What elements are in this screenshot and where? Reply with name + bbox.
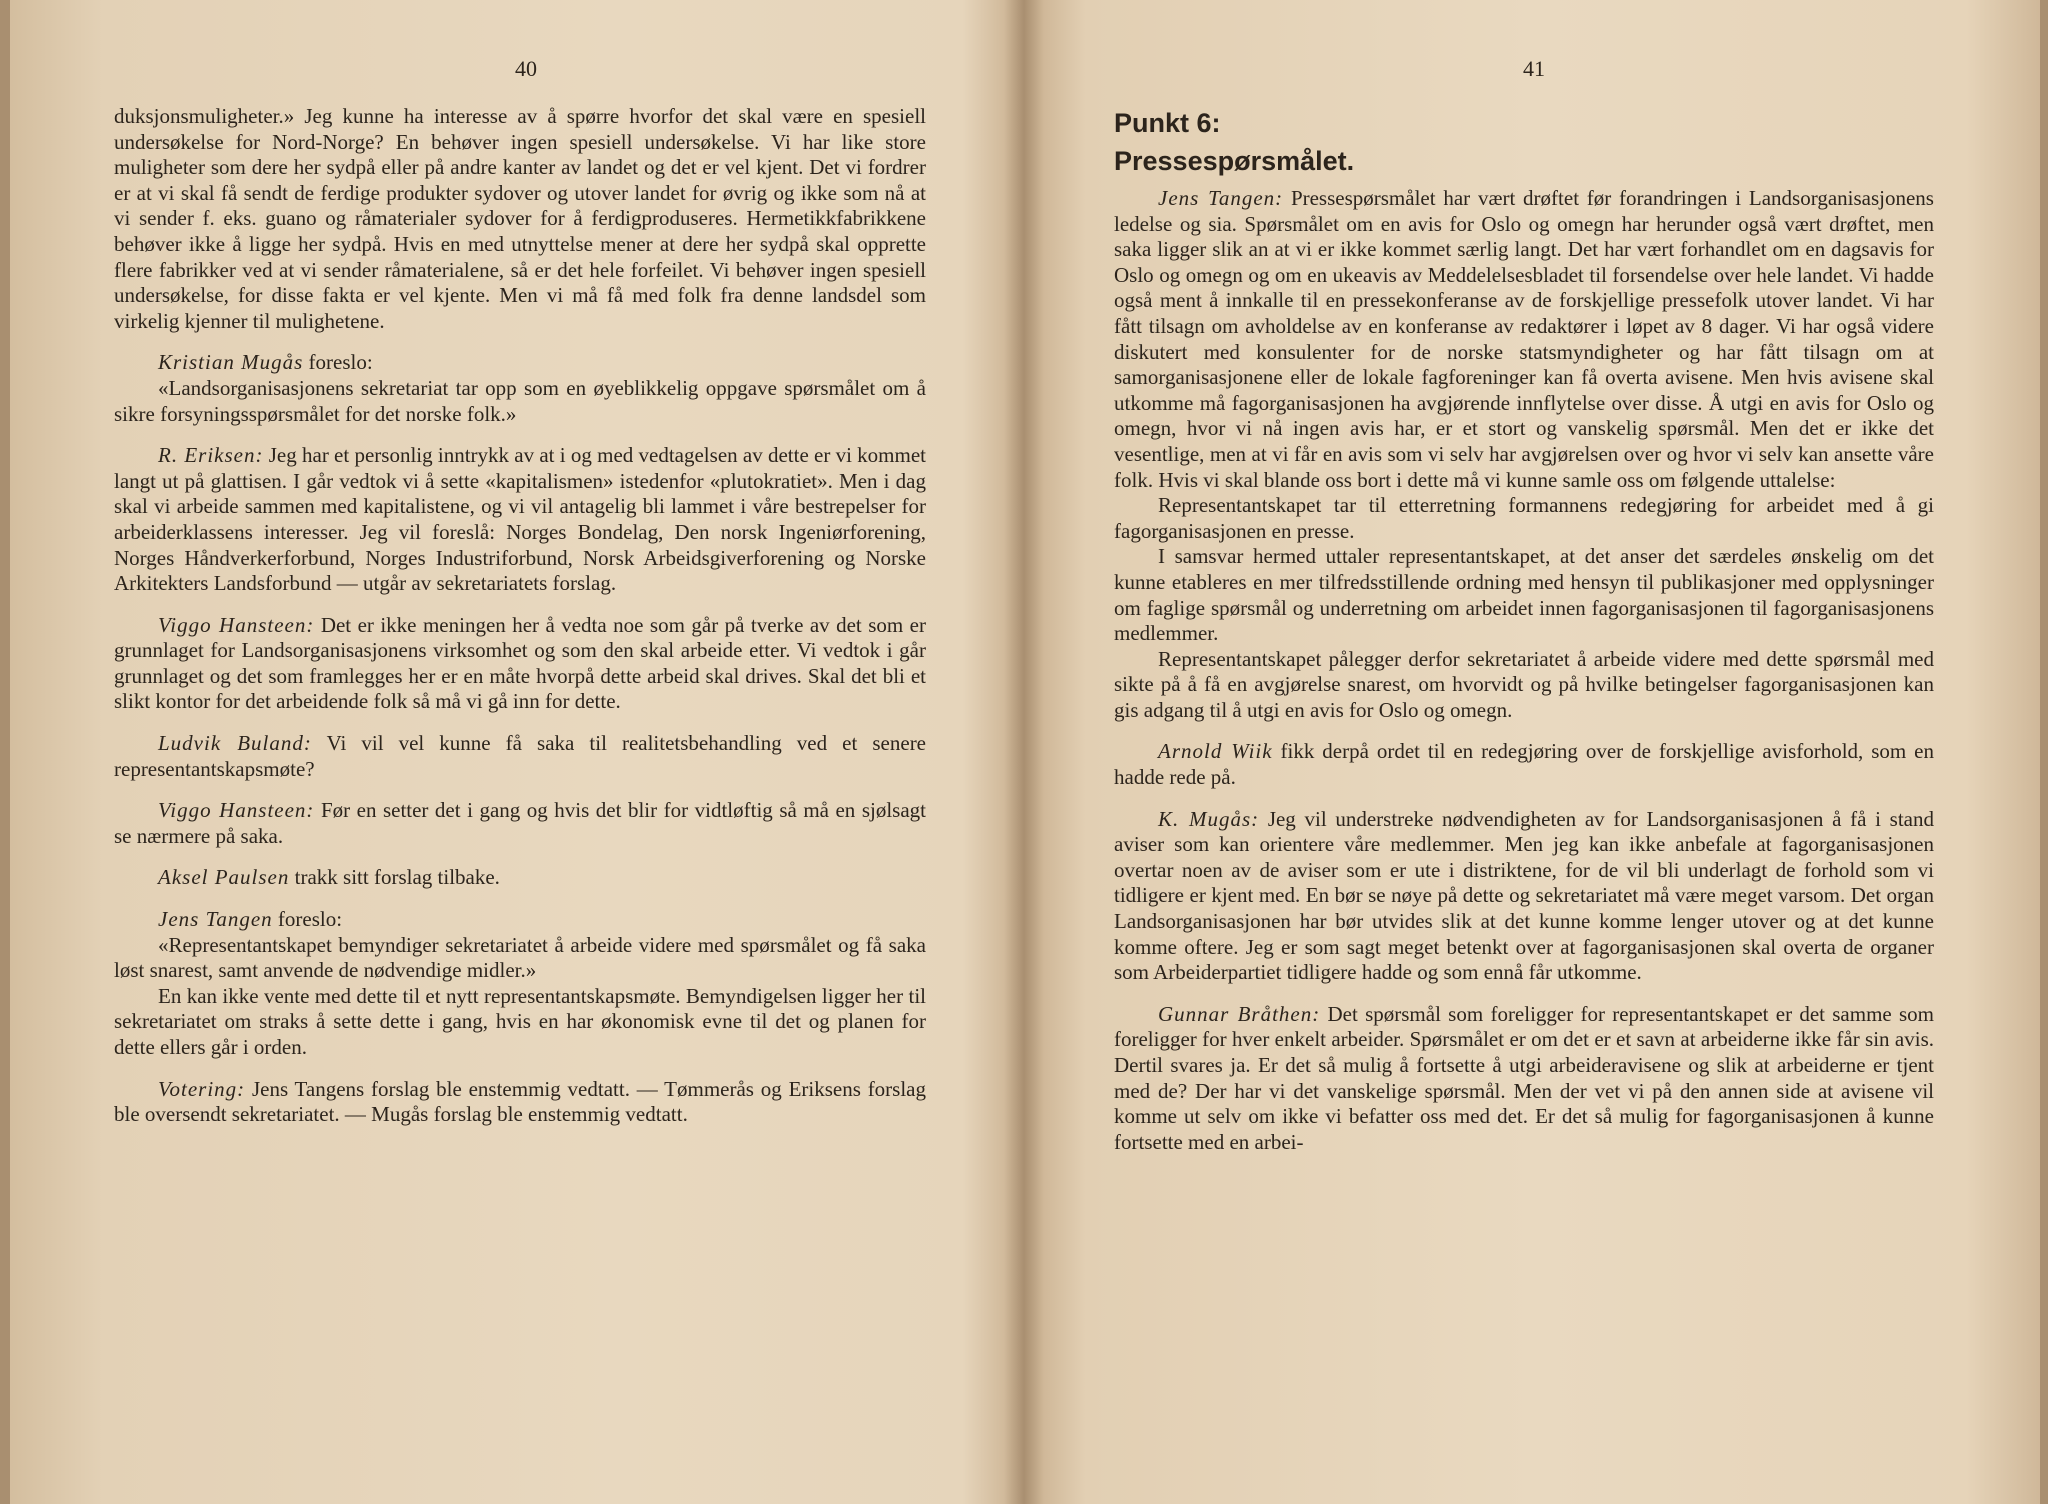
- paragraph-text: foreslo:: [277, 907, 343, 932]
- right-page-text: [1114, 104, 1934, 1155]
- paragraph-text: Vi vil vel kunne få saka til realitetsbehandling ved et senere representantskapsmøte?: [114, 731, 927, 781]
- speaker-name: K. Mugås:: [1158, 806, 1260, 831]
- section-heading: Punkt 6:: [1114, 108, 1221, 138]
- paragraph: [1114, 544, 1934, 646]
- paragraph: [1114, 739, 1934, 790]
- paragraph: [114, 104, 926, 334]
- paragraph: [1114, 1002, 1934, 1156]
- speaker-name: Aksel Paulsen: [158, 865, 290, 890]
- paragraph: [114, 731, 926, 782]
- paragraph-text: Jeg har et personlig inntrykk av at i og med vedtagelsen av dette er vi kommet langt ut på glattisen. I går vedtok vi å sette «kapitalismen» istedenfor «plutokratiet». Men i dag skal vi arbeide sammen med kapitalistene, og vi vil antagelig bli lammet i våre bestrepelser for arbeiderklassens interesser. Jeg vil foreslå: Norges Bondelag, Den norsk Ingeniørforening, Norges Håndverkerforbund, Norges Industriforbund, Norsk Arbeidsgiverforening og Norske Arkitekters Landsforbund — utgår av sekretariatets forslag.: [114, 443, 927, 596]
- paragraph: [114, 1077, 926, 1128]
- speaker-name: Viggo Hansteen:: [158, 798, 315, 823]
- paragraph: [114, 933, 926, 984]
- speaker-name: Kristian Mugås: [158, 350, 304, 375]
- paragraph-text: «Representantskapet bemyndiger sekretariatet å arbeide videre med spørsmålet og få saka løst snarest, samt anvende de nødvendige midler.»: [114, 932, 926, 983]
- paragraph-text: En kan ikke vente med dette til et nytt representantskapsmøte. Bemyndigelsen ligger her til sekretariatet om straks å sette dette i gang, hvis en har økonomisk evne til det og planen for dette ellers går i orden.: [114, 983, 926, 1059]
- paragraph-text: foreslo:: [308, 350, 373, 375]
- speaker-name: Jens Tangen: [158, 907, 273, 932]
- paragraph-text: trakk sitt forslag tilbake.: [294, 865, 500, 890]
- paragraph-text: «Landsorganisasjonens sekretariat tar opp som en øyeblikkelig oppgave spørsmålet om å sikre forsyningsspørsmålet for det norske folk.»: [114, 375, 926, 426]
- page-number: 40: [515, 56, 537, 81]
- paragraph: [114, 984, 926, 1061]
- paragraph: [1114, 647, 1934, 724]
- paragraph: [1114, 186, 1934, 493]
- paragraph: [114, 907, 926, 933]
- paragraph-text: Det er ikke meningen her å vedta noe som går på tverke av det som er grunnlaget for Landsorganisasjonens virksomhet og som den skal arbeide etter. Vi vedtok i går grunnlaget og det som framlegges her er en måte hvorpå dette arbeid skal drives. Skal det bli et slikt kontor for det arbeidende folk så må vi gå inn for dette.: [114, 612, 926, 714]
- speaker-name: Gunnar Bråthen:: [1158, 1001, 1321, 1026]
- paragraph-text: fikk derpå ordet til en redegjøring over de forskjellige avisforhold, som en hadde rede på.: [1114, 739, 1934, 790]
- paragraph: [114, 613, 926, 715]
- paragraph: [1114, 807, 1934, 986]
- paragraph: [114, 865, 926, 891]
- speaker-name: Ludvik Buland:: [158, 731, 312, 756]
- speaker-name: Viggo Hansteen:: [158, 612, 315, 637]
- left-page-text: [114, 104, 926, 1128]
- paragraph: [114, 443, 926, 597]
- page-number: 41: [1523, 56, 1545, 81]
- paragraph-text: duksjonsmuligheter.» Jeg kunne ha interesse av å spørre hvorfor det skal være en spesiell undersøkelse for Nord-Norge? En behøver ingen spesiell undersøkelse. Vi har like store muligheter som dere her sydpå eller på andre kanter av landet og det er vel kjent. Det vi fordrer er at vi skal få sendt de ferdige produkter sydover og utover landet for øvrig og ikke som nå at vi sender f. eks. guano og råmaterialer sydover for å ferdigproduseres. Hermetikkfabrikkene behøver ikke å ligge her sydpå. Hvis en med utnyttelse mener at dere her sydpå skal opprette flere fabrikker ved at vi sender råmaterialene, så er det hele forfeilet. Vi behøver ingen spesiell undersøkelse, for disse fakta er vel kjente. Men vi må få med folk fra denne landsdel som virkelig kjenner til mulighetene.: [114, 104, 926, 333]
- paragraph: [114, 798, 926, 849]
- section-title: Pressespørsmålet.: [1114, 146, 1355, 176]
- paragraph: [114, 350, 926, 376]
- paragraph-text: Representantskapet tar til etterretning formannens redegjøring for arbeidet med å gi fagorganisasjonen en presse.: [1114, 493, 1934, 543]
- paragraph-text: Det spørsmål som foreligger for representantskapet er det samme som foreligger for hver enkelt arbeider. Spørsmålet er om det er et savn at arbeiderne ikke får sin avis. Dertil svares ja. Er det så mulig å fortsette å utgi arbeideravisene og slik at arbeiderne er tjent med de? Der har vi det vanskelige spørsmål. Men der vet vi på den annen side at avisene vil komme ut selv om ikke vi befatter oss med det. Er det så mulig for fagorganisasjonen å kunne fortsette med en arbei-: [1114, 1001, 1934, 1154]
- speaker-name: Arnold Wiik: [1158, 739, 1273, 764]
- speaker-name: Jens Tangen:: [1158, 186, 1284, 210]
- paragraph-text: Pressespørsmålet har vært drøftet før forandringen i Landsorganisasjonens ledelse og sia. Spørsmålet om en avis for Oslo og omegn har herunder også vært drøftet, men saka ligger slik an at vi er ikke kommet særlig langt. Det har vært forhandlet om en dagsavis for Oslo og omegn og om en ukeavis av Meddelelsesbladet til forsendelse over hele landet. Vi hadde også ment å innkalle til en pressekonferanse av de forskjellige pressefolk utover landet. Vi har fått tilsagn om avholdelse av en konferanse av redaktører i løpet av 8 dager. Vi har også videre diskutert med konsulenter for de norske statsmyndigheter og har fått tilsagn om at samorganisasjonene eller de lokale fagforeninger kan få overta avisene. Men hvis avisene skal utkomme må fagorganisasjonen ha avgjørende innflytelse over disse. Å utgi en avis for Oslo og omegn, hvor vi nå ingen avis har, er et stort og vanskelig spørsmål. Men det er ikke det vesentlige, men at vi får en avis som vi selv har avgjørelsen over og hvor vi selv kan ansette våre folk. Hvis vi skal blande oss bort i dette må vi kunne samle oss om følgende uttalelse:: [1114, 186, 1934, 492]
- paragraph-text: I samsvar hermed uttaler representantskapet, at det anser det særdeles ønskelig om det kunne etableres en mer tilfredsstillende ordning med hensyn til publikasjoner med opplysninger om faglige spørsmål og underretning om arbeidet innen fagorganisasjonen til fagorganisasjonens medlemmer.: [1114, 544, 1934, 646]
- paragraph-text: Representantskapet pålegger derfor sekretariatet å arbeide videre med dette spørsmål med sikte på å få en avgjørelse snarest, om hvorvidt og på hvilke betingelser fagorganisasjonen kan gis adgang til å utgi en avis for Oslo og omegn.: [1114, 646, 1934, 722]
- paragraph-text: Jeg vil understreke nødvendigheten av for Landsorganisasjonen å få i stand aviser som kan orientere våre medlemmer. Men jeg kan ikke anbefale at fagorganisasjonen overtar noen av de aviser som er ute i distriktene, for de vil bli underlagt de forhold som vi tidligere er kjent med. En bør se nøye på dette og sekretariatet må være meget varsom. Det organ Landsorganisasjonen har bør utvides slik at det kunne komme lenger utover og at det kunne komme oftere. Jeg er som sagt meget betenkt over at fagorganisasjonen skal overta de organer som Arbeiderpartiet tidligere hadde og som ennå får utkomme.: [1114, 806, 1935, 985]
- right-page-body: [1114, 186, 1934, 1155]
- paragraph: [114, 376, 926, 427]
- speaker-name: R. Eriksen:: [158, 443, 264, 468]
- paragraph-text: Jens Tangens forslag ble enstemmig vedtatt. — Tømmerås og Eriksens forslag ble oversendt sekretariatet. — Mugås forslag ble enstemmig vedtatt.: [114, 1076, 927, 1127]
- right-page: [1024, 0, 2048, 1504]
- speaker-name: Votering:: [158, 1076, 246, 1101]
- paragraph-text: Før en setter det i gang og hvis det blir for vidtløftig så må en sjølsagt se nærmere på saka.: [114, 798, 926, 848]
- paragraph: [1114, 493, 1934, 544]
